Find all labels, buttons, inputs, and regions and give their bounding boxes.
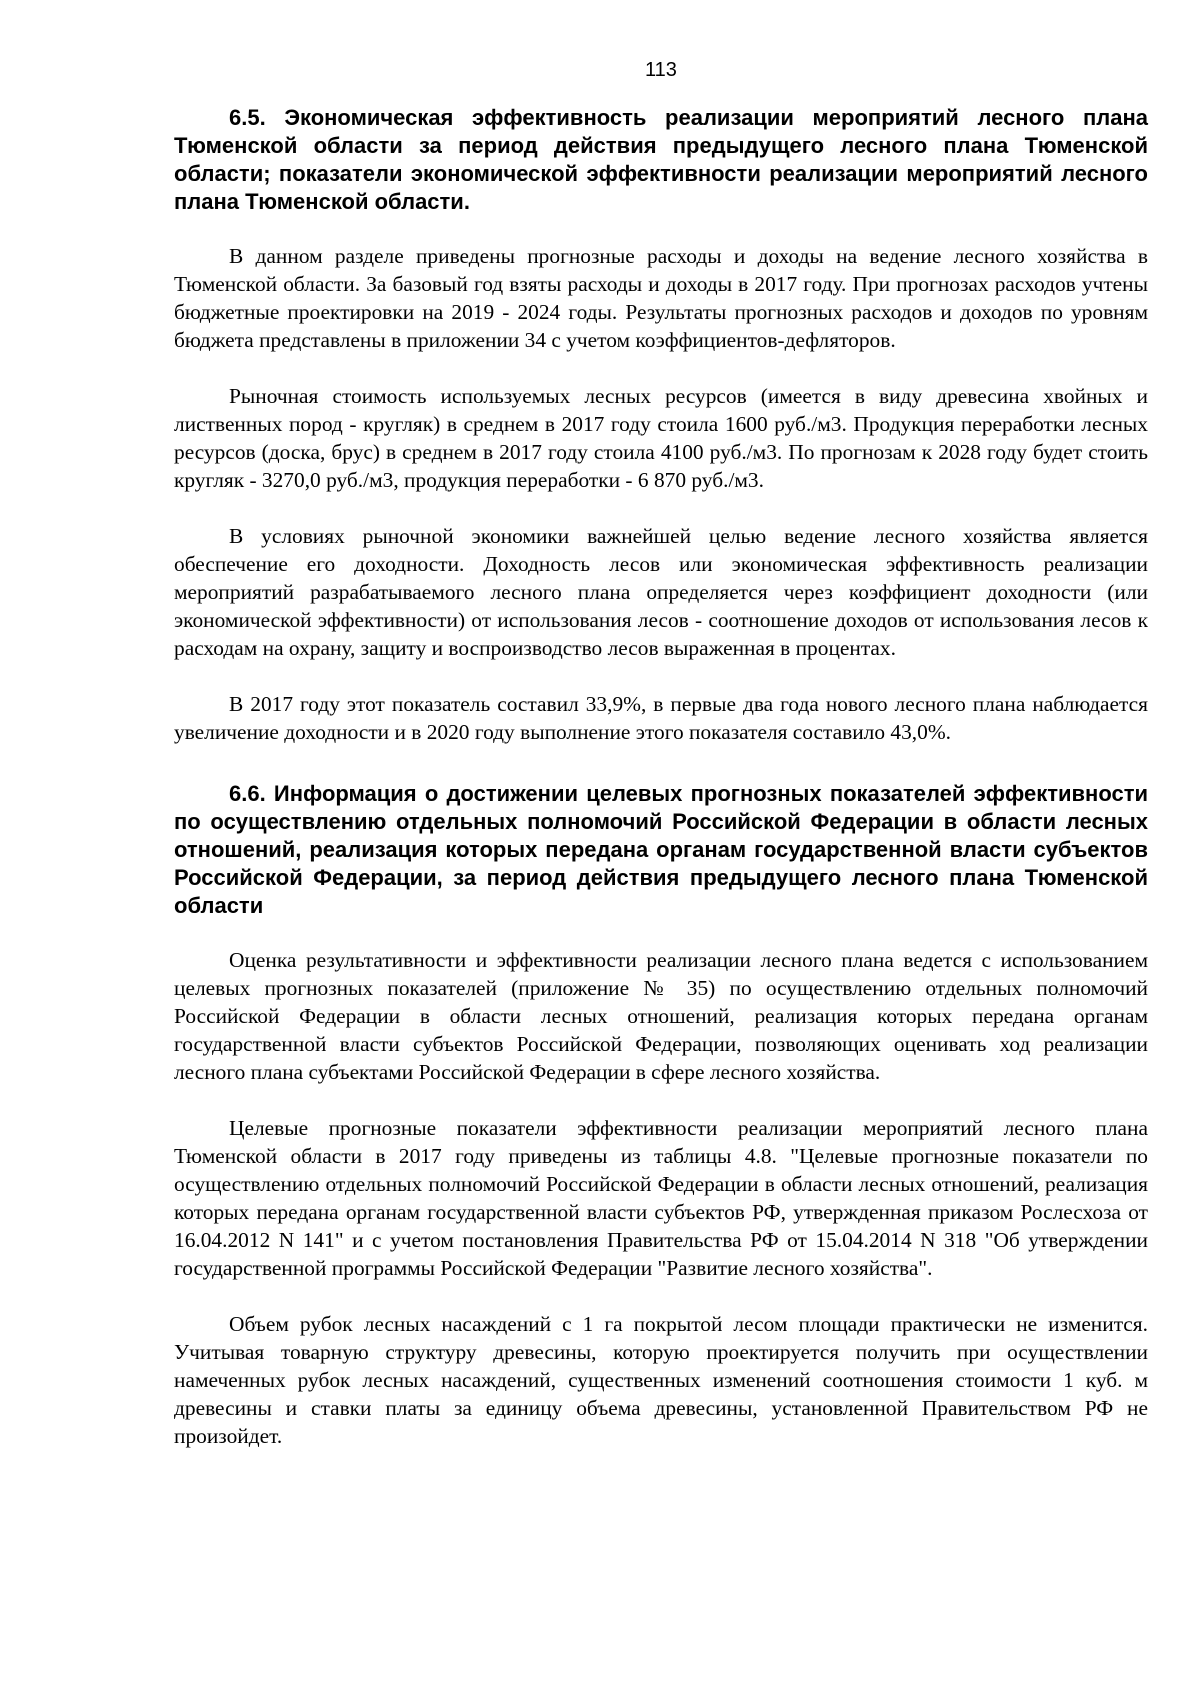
section-heading-6-5: 6.5. Экономическая эффективность реализации мероприятий лесного плана Тюменской области за период действия предыдущего лесного плана Тюменской области; показатели экономической эффективности реализации мероприятий лесного плана Тюменской области. [174,105,1148,214]
paragraph: В условиях рыночной экономики важнейшей целью ведение лесного хозяйства является обеспечение его доходности. Доходность лесов или экономическая эффективность реализации мероприятий разрабатываемого лесного плана определяется через коэффициент доходности (или экономической эффективности) от использования лесов - соотношение доходов от использования лесов к расходам на охрану, защиту и воспроизводство лесов выраженная в процентах. [174,524,1148,660]
paragraph: В 2017 году этот показатель составил 33,9%, в первые два года нового лесного плана наблюдается увеличение доходности и в 2020 году выполнение этого показателя составило 43,0%. [174,692,1148,744]
paragraph: Целевые прогнозные показатели эффективности реализации мероприятий лесного плана Тюменской области в 2017 году приведены из таблицы 4.8. "Целевые прогнозные показатели по осуществлению отдельных полномочий Российской Федерации в области лесных отношений, реализация которых передана органам государственной власти субъектов РФ, утвержденная приказом Рослесхоза от 16.04.2012 N 141" и с учетом постановления Правительства РФ от 15.04.2014 N 318 "Об утверждении государственной программы Российской Федерации "Развитие лесного хозяйства". [174,1116,1148,1280]
section-heading-6-6: 6.6. Информация о достижении целевых прогнозных показателей эффективности по осуществлению отдельных полномочий Российской Федерации в области лесных отношений, реализация которых передана органам государственной власти субъектов Российской Федерации, за период действия предыдущего лесного плана Тюменской области [174,781,1148,918]
section-6-5 [174,104,1148,746]
paragraph: Объем рубок лесных насаждений с 1 га покрытой лесом площади практически не изменится. Учитывая товарную структуру древесины, которую проектируется получить при осуществлении намеченных рубок лесных насаждений, существенных изменений соотношения стоимости 1 куб. м древесины и ставки платы за единицу объема древесины, установленной Правительством РФ не произойдет. [174,1312,1148,1448]
page-number: 113 [645,59,677,81]
section-6-6 [174,780,1148,1450]
document-page [174,56,1148,1450]
paragraph: Рыночная стоимость используемых лесных ресурсов (имеется в виду древесина хвойных и лиственных пород - кругляк) в среднем в 2017 году стоила 1600 руб./м3. Продукция переработки лесных ресурсов (доска, брус) в среднем в 2017 году стоила 4100 руб./м3. По прогнозам к 2028 году будет стоить кругляк - 3270,0 руб./м3, продукция переработки - 6 870 руб./м3. [174,384,1148,492]
paragraph: В данном разделе приведены прогнозные расходы и доходы на ведение лесного хозяйства в Тюменской области. За базовый год взяты расходы и доходы в 2017 году. При прогнозах расходов учтены бюджетные проектировки на 2019 - 2024 годы. Результаты прогнозных расходов и доходов по уровням бюджета представлены в приложении 34 с учетом коэффициентов-дефляторов. [174,244,1148,352]
paragraph: Оценка результативности и эффективности реализации лесного плана ведется с использованием целевых прогнозных показателей (приложение № 35) по осуществлению отдельных полномочий Российской Федерации в области лесных отношений, реализация которых передана органам государственной власти субъектов Российской Федерации, позволяющих оценивать ход реализации лесного плана субъектами Российской Федерации в сфере лесного хозяйства. [174,948,1148,1084]
